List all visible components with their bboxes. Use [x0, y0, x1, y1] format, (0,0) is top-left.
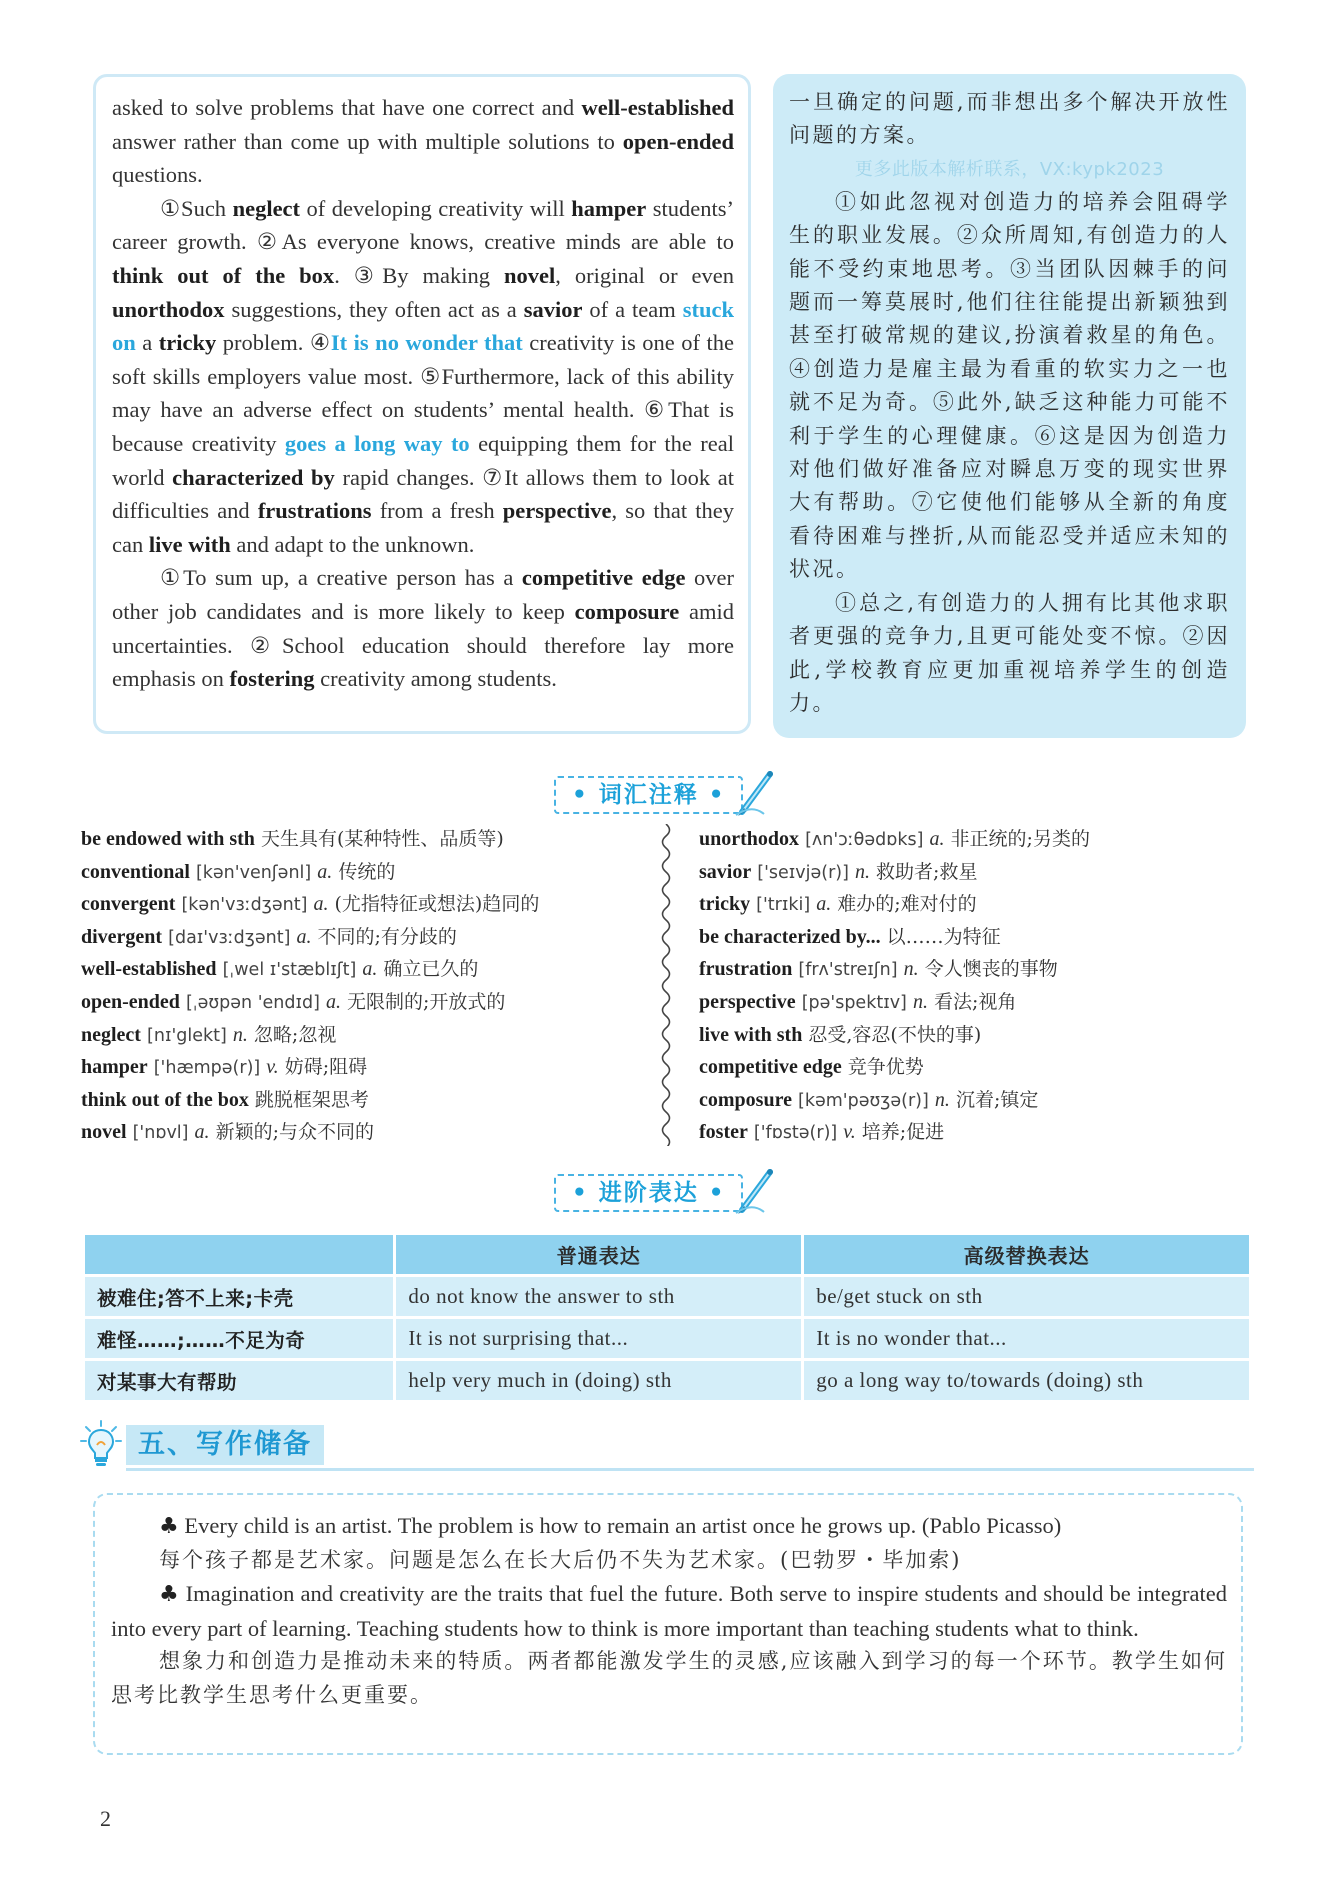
- key-term: neglect: [232, 195, 301, 221]
- watermark-text: 更多此版本解析联系，VX:kypk2023: [854, 158, 1165, 180]
- table-cell: go a long way to/towards (doing) sth: [803, 1360, 1251, 1402]
- chinese-translation-box: [773, 74, 1246, 738]
- section-divider: [126, 1468, 1254, 1471]
- passage-paragraph-1: [112, 91, 734, 192]
- key-expression: stuck on: [112, 296, 734, 356]
- key-term: characterized by: [172, 464, 335, 490]
- key-expression: goes a long way to: [284, 430, 470, 456]
- vocab-entry: competitive edge 竞争优势: [699, 1056, 924, 1079]
- passage-text: ①Such: [160, 195, 233, 221]
- club-icon: ♣: [159, 1514, 179, 1539]
- translation-paragraph-1: 一旦确定的问题,而非想出多个解决开放性问题的方案。: [789, 90, 1230, 148]
- table-cell: It is not surprising that...: [395, 1318, 803, 1360]
- table-cell: It is no wonder that...: [803, 1318, 1251, 1360]
- table-header-row: [84, 1234, 1251, 1276]
- vocab-entry: hamper ['hæmpə(r)] v. 妨碍;阻碍: [81, 1056, 368, 1079]
- key-term: perspective: [502, 498, 612, 524]
- quote-2-english: ♣ Imagination and creativity are the traits that fuel the future. Both serve to inspire students and should be integrated into every part of learning. Teaching students how to think is more important than teaching students what to think.: [111, 1581, 1227, 1641]
- passage-text: of a team: [582, 296, 683, 322]
- table-header-cell: [84, 1234, 395, 1276]
- quote-1-chinese: 每个孩子都是艺术家。问题是怎么在长大后仍不失为艺术家。(巴勃罗・毕加索): [159, 1547, 962, 1572]
- vocab-entry: conventional [kən'venʃənl] a. 传统的: [81, 860, 396, 883]
- passage-text: asked to solve problems that have one correct and: [112, 95, 582, 120]
- vocab-entry: foster ['fɒstə(r)] v. 培养;促进: [699, 1121, 945, 1144]
- table-cell: help very much in (doing) sth: [395, 1360, 803, 1402]
- table-cell: 被难住;答不上来;卡壳: [84, 1276, 395, 1318]
- table-cell: 对某事大有帮助: [84, 1360, 395, 1402]
- quote-2-chinese: 想象力和创造力是推动未来的特质。两者都能激发学生的灵感,应该融入到学习的每一个环节。教学生如何思考比教学生思考什么更重要。: [111, 1649, 1227, 1707]
- passage-text: rapid changes. ⑦It allows them to look at difficulties and: [112, 464, 734, 524]
- translation-paragraph-3: ①总之,有创造力的人拥有比其他求职者更强的竞争力,且更可能处变不惊。②因此,学校教育应更加重视培养学生的创造力。: [789, 590, 1230, 715]
- advanced-expression-table: [82, 1232, 1252, 1403]
- table-cell: do not know the answer to sth: [395, 1276, 803, 1318]
- table-row: [84, 1360, 1251, 1402]
- key-term: composure: [574, 598, 680, 624]
- pen-icon: [734, 768, 778, 818]
- passage-text: problem. ④: [216, 330, 331, 356]
- key-term: frustrations: [257, 498, 372, 524]
- passage-text: creativity among students.: [314, 666, 557, 692]
- key-term: savior: [523, 296, 583, 322]
- vocab-entry: tricky ['trɪki] a. 难办的;难对付的: [699, 893, 977, 916]
- passage-text: of developing creativity will: [300, 195, 572, 221]
- key-expression: It is no wonder that: [330, 330, 523, 356]
- section-5-title: 五、写作储备: [126, 1425, 324, 1465]
- passage-text: equipping them for the real world: [112, 430, 734, 490]
- table-row: [84, 1318, 1251, 1360]
- key-term: unorthodox: [112, 296, 225, 322]
- vocab-entry: be characterized by... 以……为特征: [699, 925, 1001, 948]
- vocab-entry: perspective [pə'spektɪv] n. 看法;视角: [699, 990, 1017, 1013]
- pen-icon: [734, 1166, 778, 1216]
- key-term: well-established: [581, 95, 734, 120]
- vocab-entry: novel ['nɒvl] a. 新颖的;与众不同的: [81, 1121, 374, 1144]
- passage-text: and adapt to the unknown.: [230, 531, 475, 557]
- club-icon: ♣: [159, 1582, 180, 1607]
- passage-text: over other job candidates and is more likely to keep: [112, 565, 734, 624]
- table-cell: 难怪……;……不足为奇: [84, 1318, 395, 1360]
- lightbulb-icon: [78, 1419, 124, 1469]
- vocab-section-title: • 词汇注释 •: [554, 776, 743, 814]
- section-5-header: [78, 1419, 1254, 1471]
- passage-text: suggestions, they often act as a: [224, 296, 524, 322]
- passage-text: amid uncertainties. ②School education should therefore lay more emphasis on: [112, 598, 734, 692]
- table-row: [84, 1276, 1251, 1318]
- vocab-right-column: [699, 823, 1279, 1149]
- vocab-entry: convergent [kən'vɜːdʒənt] a. (尤指特征或想法)趋同的: [81, 893, 540, 916]
- vocab-entry: neglect [nɪ'glekt] n. 忽略;忽视: [81, 1023, 337, 1046]
- page-number: 2: [100, 1806, 111, 1831]
- quote-1-english: ♣ Every child is an artist. The problem is how to remain an artist once he grows up. (Pablo Picasso): [159, 1513, 1062, 1539]
- vocab-entry: unorthodox [ʌn'ɔːθədɒks] a. 非正统的;另类的: [699, 828, 1090, 850]
- key-term: fostering: [229, 666, 315, 692]
- key-term: novel: [504, 262, 556, 288]
- passage-text: students’ career growth. ②As everyone knows, creative minds are able to: [112, 195, 734, 255]
- vocab-entry: open-ended [ˌəʊpən 'endɪd] a. 无限制的;开放式的: [81, 990, 506, 1013]
- vocab-entry: be endowed with sth 天生具有(某种特性、品质等): [81, 828, 504, 850]
- passage-text: ①To sum up, a creative person has a: [160, 565, 522, 591]
- passage-text: . ③By making: [334, 262, 504, 288]
- english-passage-box: [93, 74, 751, 734]
- key-term: open-ended: [622, 128, 734, 154]
- table-header-cell: 高级替换表达: [803, 1234, 1251, 1276]
- vocab-entry: divergent [daɪ'vɜːdʒənt] a. 不同的;有分歧的: [81, 925, 457, 948]
- translation-paragraph-2: ①如此忽视对创造力的培养会阻碍学生的职业发展。②众所周知,有创造力的人能不受约束地思考。③当团队因棘手的问题而一筹莫展时,他们往往能提出新颖独到甚至打破常规的建议,扮演着救星的角色。④创造力是雇主最为看重的软实力之一也就不足为奇。⑤此外,缺乏这种能力可能不利于学生的心理健康。⑥这是因为创造力对他们做好准备应对瞬息万变的现实世界大有帮助。⑦它使他们能够从全新的角度看待困难与挫折,从而能忍受并适应未知的状况。: [789, 189, 1230, 582]
- passage-text: , original or even: [555, 262, 735, 288]
- passage-text: answer rather than come up with multiple solutions to: [112, 128, 623, 154]
- vocab-entry: well-established [ˌwel ɪ'stæblɪʃt] a. 确立已久的: [81, 958, 479, 981]
- key-term: competitive edge: [521, 565, 686, 591]
- passage-text: from a fresh: [371, 498, 503, 524]
- passage-text: creativity is one of the soft skills employers value most. ⑤Furthermore, lack of this ability may have an adverse effect on students’ mental health. ⑥That is because creativity: [112, 330, 734, 456]
- passage-paragraph-3: [112, 561, 734, 695]
- table-header-cell: 普通表达: [395, 1234, 803, 1276]
- vocab-entry: think out of the box 跳脱框架思考: [81, 1088, 369, 1111]
- vocab-left-column: [81, 823, 661, 1149]
- vocab-entry: savior ['seɪvjə(r)] n. 救助者;救星: [699, 860, 978, 883]
- passage-text: questions.: [112, 162, 203, 188]
- passage-text: a: [135, 330, 159, 356]
- advanced-section-title: • 进阶表达 •: [554, 1174, 743, 1212]
- passage-text: , so that they can: [112, 498, 734, 557]
- key-term: tricky: [158, 330, 217, 356]
- vocab-entry: composure [kəm'pəʊʒə(r)] n. 沉着;镇定: [699, 1088, 1039, 1111]
- wavy-divider: [656, 824, 676, 1146]
- writing-quotes-box: [93, 1493, 1243, 1755]
- key-term: think out of the box: [112, 262, 335, 288]
- passage-paragraph-2: [112, 192, 734, 562]
- table-cell: be/get stuck on sth: [803, 1276, 1251, 1318]
- key-term: hamper: [571, 195, 647, 221]
- vocab-entry: frustration [frʌ'streɪʃn] n. 令人懊丧的事物: [699, 958, 1058, 981]
- key-term: live with: [148, 531, 231, 557]
- vocab-entry: live with sth 忍受,容忍(不快的事): [699, 1023, 982, 1046]
